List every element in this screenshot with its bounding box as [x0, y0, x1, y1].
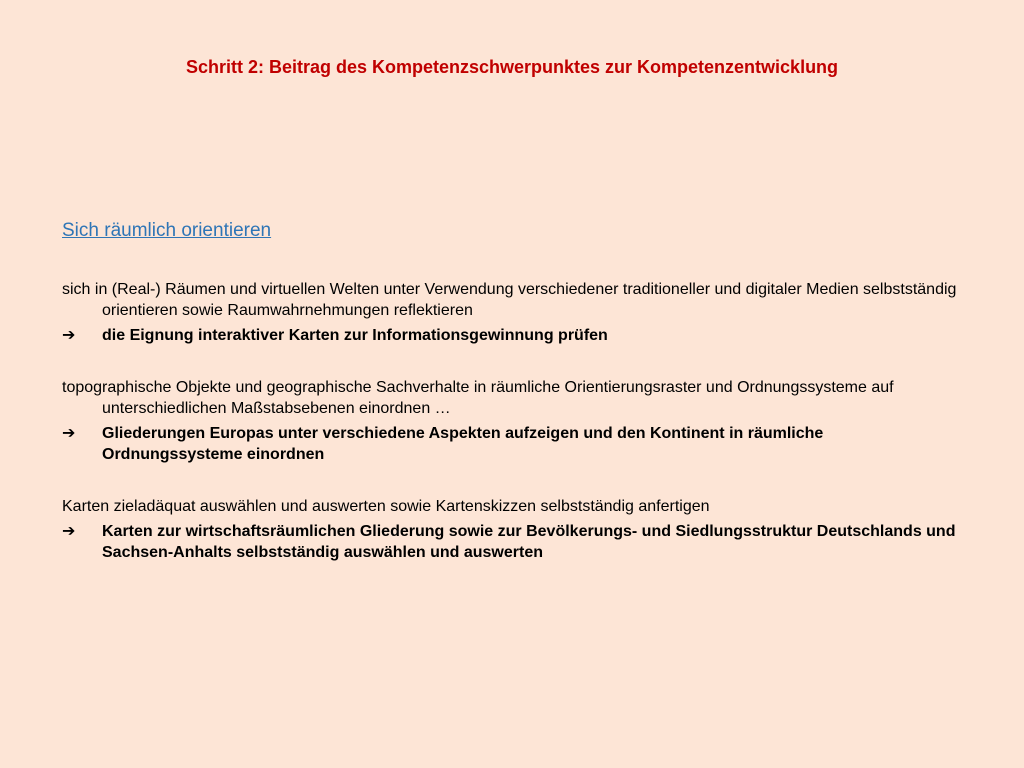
competence-text: topographische Objekte und geographische Sachverhalte in räumliche Orientierungsraster und Ordnungssysteme auf unterschiedlichen Maßstabsebenen einordnen …	[62, 379, 894, 417]
section-spacer	[62, 346, 962, 377]
competence-section	[62, 377, 962, 465]
section-spacer	[62, 465, 962, 496]
competence-bullet-text: die Eignung interaktiver Karten zur Informationsgewinnung prüfen	[102, 327, 608, 344]
arrow-icon: ➔	[62, 327, 76, 344]
competence-bullet	[62, 325, 962, 346]
competence-bullet-text: Karten zur wirtschaftsräumlichen Gliederung sowie zur Bevölkerungs- und Siedlungsstruktur Deutschlands und Sachsen-Anhalts selbstständig auswählen und auswerten	[102, 523, 956, 561]
competence-bullet	[62, 423, 962, 465]
arrow-icon: ➔	[62, 425, 76, 442]
competence-text: sich in (Real-) Räumen und virtuellen Welten unter Verwendung verschiedener traditioneller und digitaler Medien selbstständig orientieren sowie Raumwahrnehmungen reflektieren	[62, 281, 957, 319]
slide-content	[62, 279, 962, 563]
competence-section	[62, 496, 962, 563]
slide-title: Schritt 2: Beitrag des Kompetenzschwerpunktes zur Kompetenzentwicklung	[185, 57, 839, 77]
slide-subtitle: Sich räumlich orientieren	[62, 220, 272, 241]
arrow-icon: ➔	[62, 523, 76, 540]
competence-bullet	[62, 521, 962, 563]
competence-bullet-text: Gliederungen Europas unter verschiedene Aspekten aufzeigen und den Kontinent in räumliche Ordnungssysteme einordnen	[102, 425, 824, 463]
competence-section	[62, 279, 962, 346]
competence-text: Karten zieladäquat auswählen und auswerten sowie Kartenskizzen selbstständig anfertigen	[62, 498, 710, 515]
